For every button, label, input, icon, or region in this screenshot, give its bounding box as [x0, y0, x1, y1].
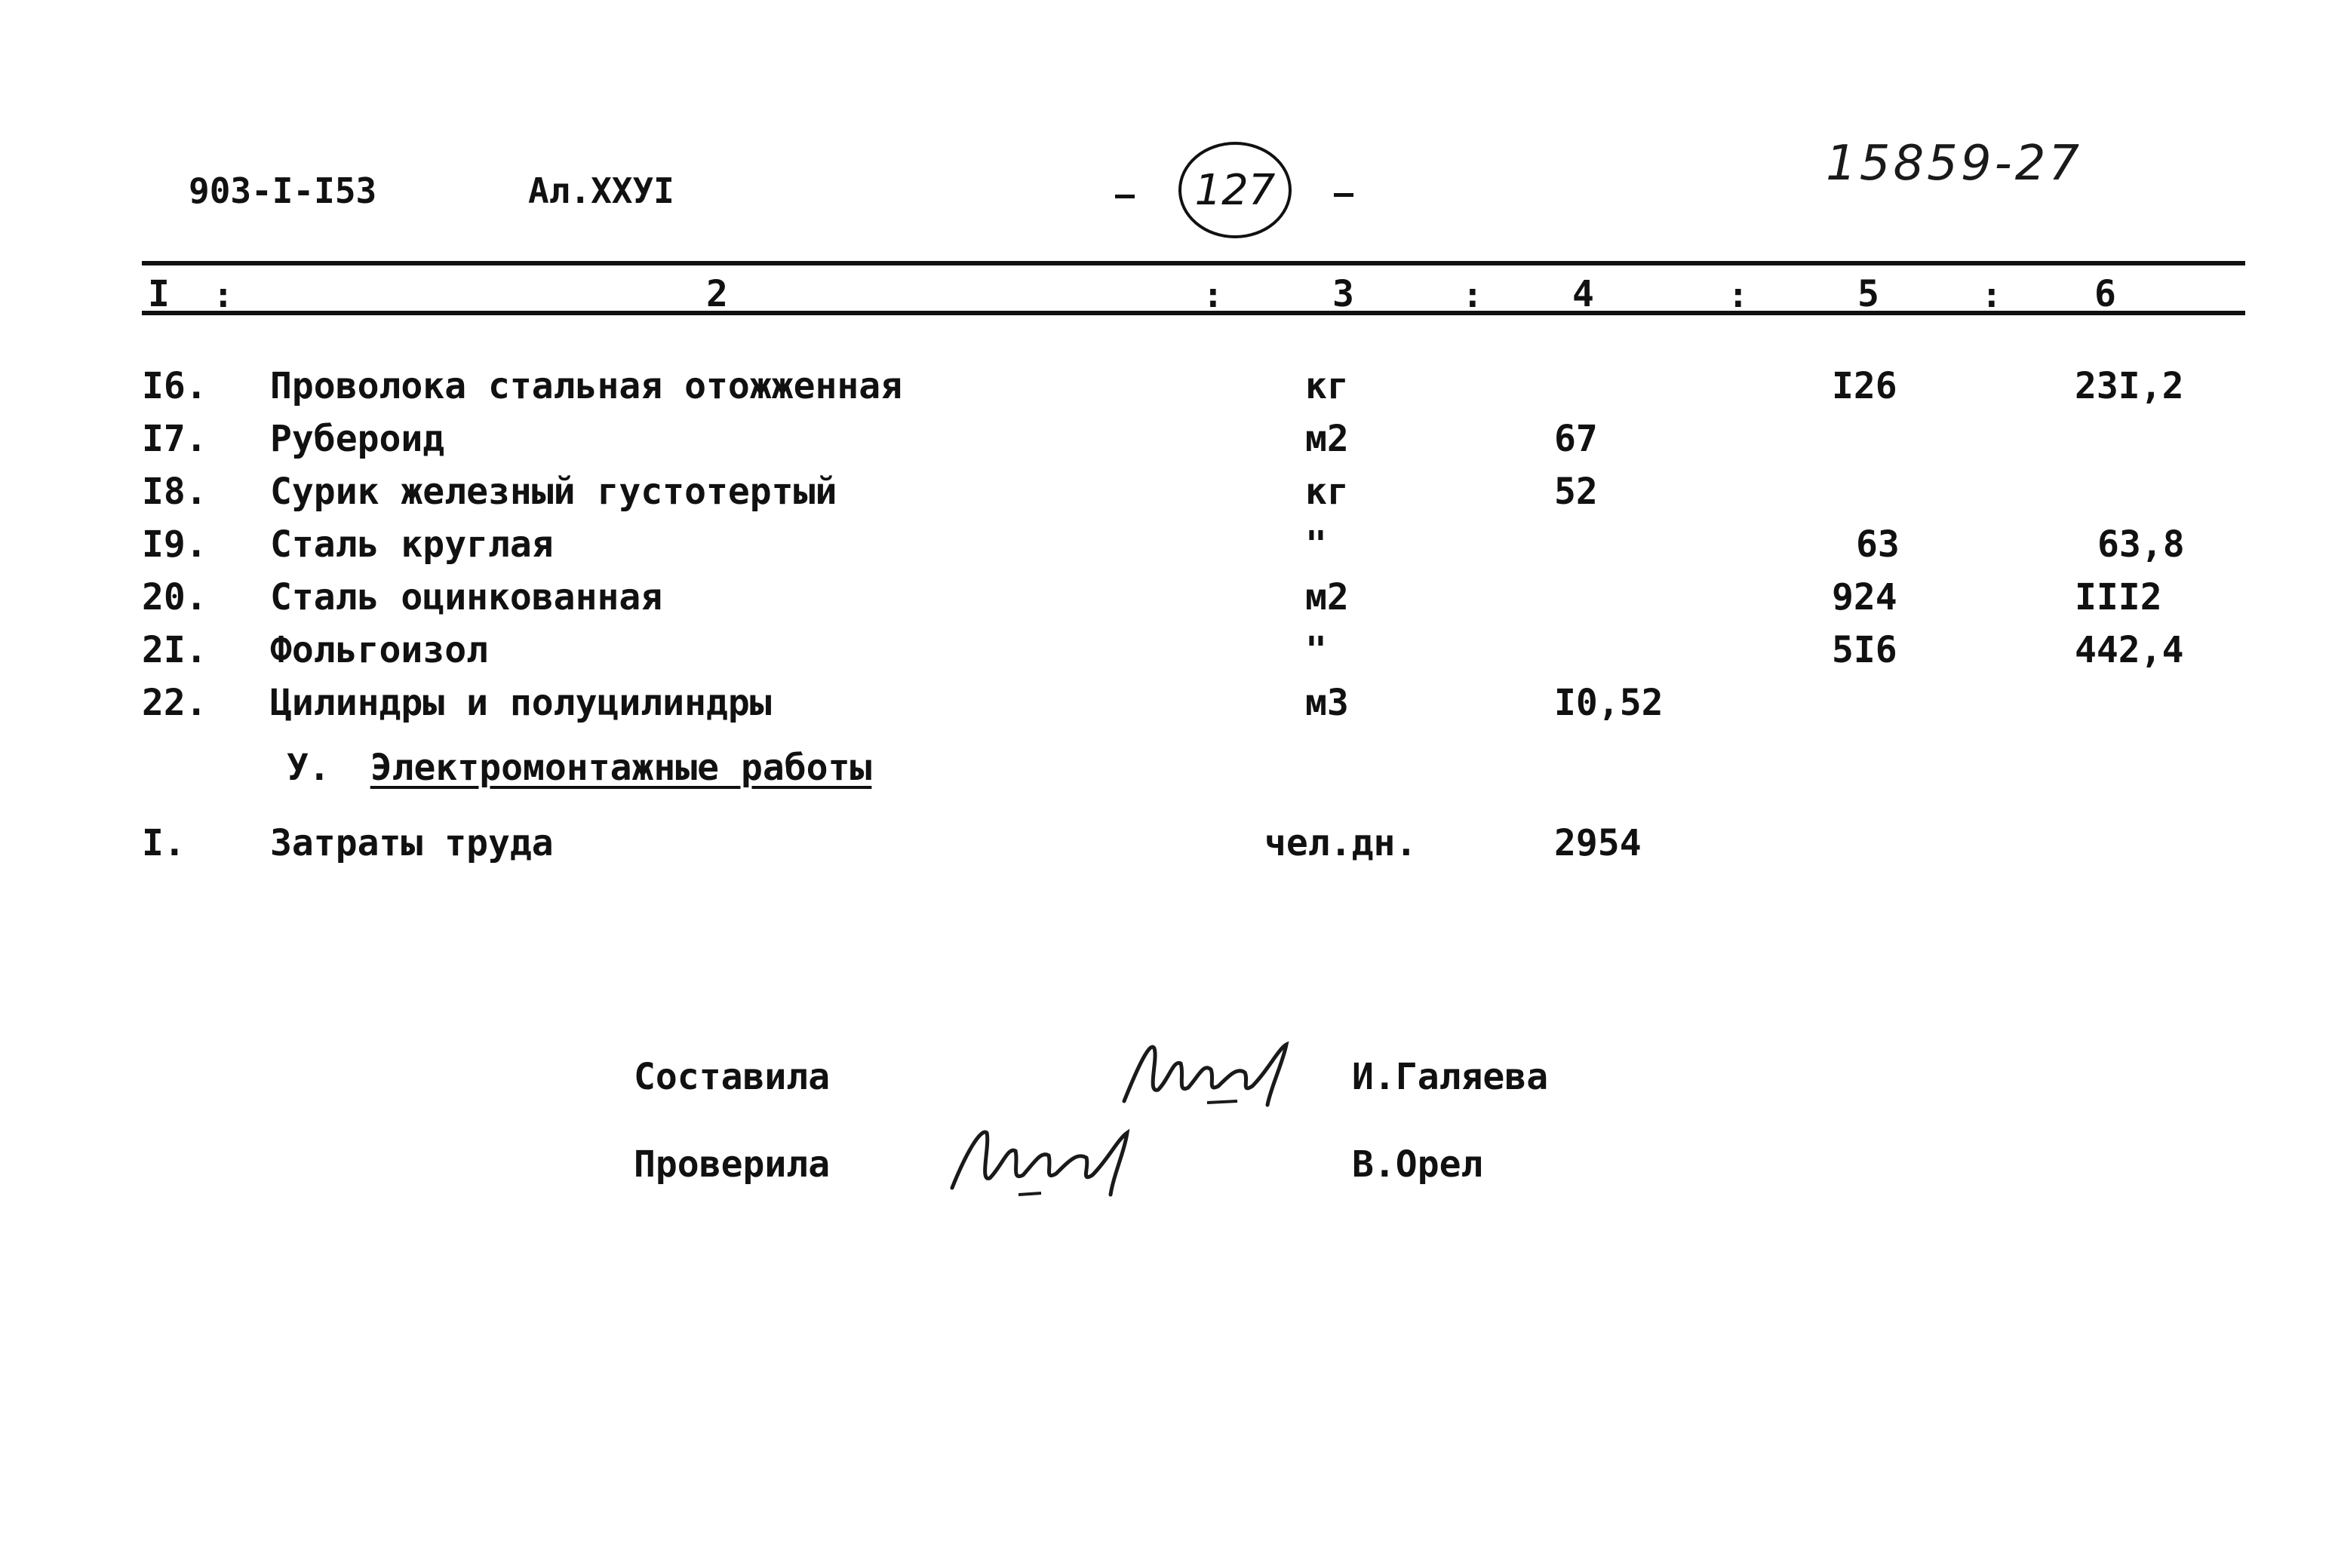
value-col-6: 63,8: [2097, 523, 2185, 566]
column-header-5: 5: [1857, 273, 1879, 315]
row-number: I7.: [142, 418, 207, 460]
material-name: Сурик железный густотертый: [270, 471, 837, 513]
column-header-4: 4: [1572, 273, 1594, 315]
row-number: 20.: [142, 576, 207, 618]
labor-row: [0, 822, 2335, 875]
compiled-name: И.Галяева: [1352, 1056, 1549, 1098]
value-col-6: III2: [2075, 576, 2162, 618]
signature-compiled-image: [1117, 1033, 1298, 1116]
column-separator: :: [1728, 275, 1749, 315]
column-header-6: 6: [2094, 273, 2116, 315]
table-row: [0, 629, 2335, 682]
album-number: Ал.XXУI: [528, 170, 674, 211]
material-name: Затраты труда: [270, 822, 554, 864]
table-row: [0, 523, 2335, 576]
checked-name: В.Орел: [1352, 1143, 1483, 1186]
value-col-6: 23I,2: [2075, 365, 2184, 407]
page-dash-right: [1334, 193, 1353, 197]
page-number-text: 127: [1194, 165, 1276, 215]
material-name: Цилиндры и полуцилиндры: [270, 682, 772, 724]
value-col-5: 63: [1856, 523, 1900, 566]
material-name: Сталь круглая: [270, 523, 554, 566]
archive-number: 15859-27: [1826, 136, 2083, 192]
checked-label: Проверила: [634, 1143, 831, 1186]
table-row: [0, 576, 2335, 629]
material-name: Рубероид: [270, 418, 445, 460]
compiled-label: Составила: [634, 1056, 831, 1098]
row-number: I.: [142, 822, 186, 864]
table-header-bottom-rule: [142, 311, 2245, 315]
material-name: Сталь оцинкованная: [270, 576, 663, 618]
section-title: Электромонтажные работы: [370, 747, 872, 789]
row-number: 22.: [142, 682, 207, 724]
value-col-5: 924: [1832, 576, 1897, 618]
unit: ": [1305, 629, 1327, 671]
unit: кг: [1305, 365, 1349, 407]
column-header-3: 3: [1332, 273, 1354, 315]
unit: кг: [1305, 471, 1349, 513]
value-col-6: 442,4: [2075, 629, 2184, 671]
signature-checked-image: [943, 1116, 1139, 1207]
page-number: [1178, 142, 1292, 238]
table-row: [0, 682, 2335, 735]
table-row: [0, 365, 2335, 418]
unit: ": [1305, 523, 1327, 566]
material-name: Проволока стальная отожженная: [270, 365, 903, 407]
page-dash-left: [1115, 195, 1135, 198]
value-col-4: 67: [1554, 418, 1598, 460]
value-col-4: 2954: [1554, 822, 1642, 864]
column-separator: :: [213, 275, 234, 315]
value-col-5: 5I6: [1832, 629, 1897, 671]
table-row: [0, 418, 2335, 471]
value-col-4: I0,52: [1554, 682, 1664, 724]
unit: м2: [1305, 576, 1349, 618]
unit: м2: [1305, 418, 1349, 460]
row-number: I8.: [142, 471, 207, 513]
column-header-1: I: [148, 273, 170, 315]
section-roman: У.: [287, 747, 330, 789]
unit: м3: [1305, 682, 1349, 724]
column-header-2: 2: [706, 273, 728, 315]
row-number: I6.: [142, 365, 207, 407]
value-col-5: I26: [1832, 365, 1897, 407]
column-separator: :: [1981, 275, 2002, 315]
table-row: [0, 471, 2335, 523]
row-number: I9.: [142, 523, 207, 566]
column-separator: :: [1462, 275, 1483, 315]
value-col-4: 52: [1554, 471, 1598, 513]
column-separator: :: [1203, 275, 1224, 315]
unit: чел.дн.: [1264, 822, 1418, 864]
row-number: 2I.: [142, 629, 207, 671]
table-top-rule: [142, 261, 2245, 265]
material-name: Фольгоизол: [270, 629, 488, 671]
document-code: 903-I-I53: [189, 170, 377, 211]
section-heading: [287, 747, 871, 789]
